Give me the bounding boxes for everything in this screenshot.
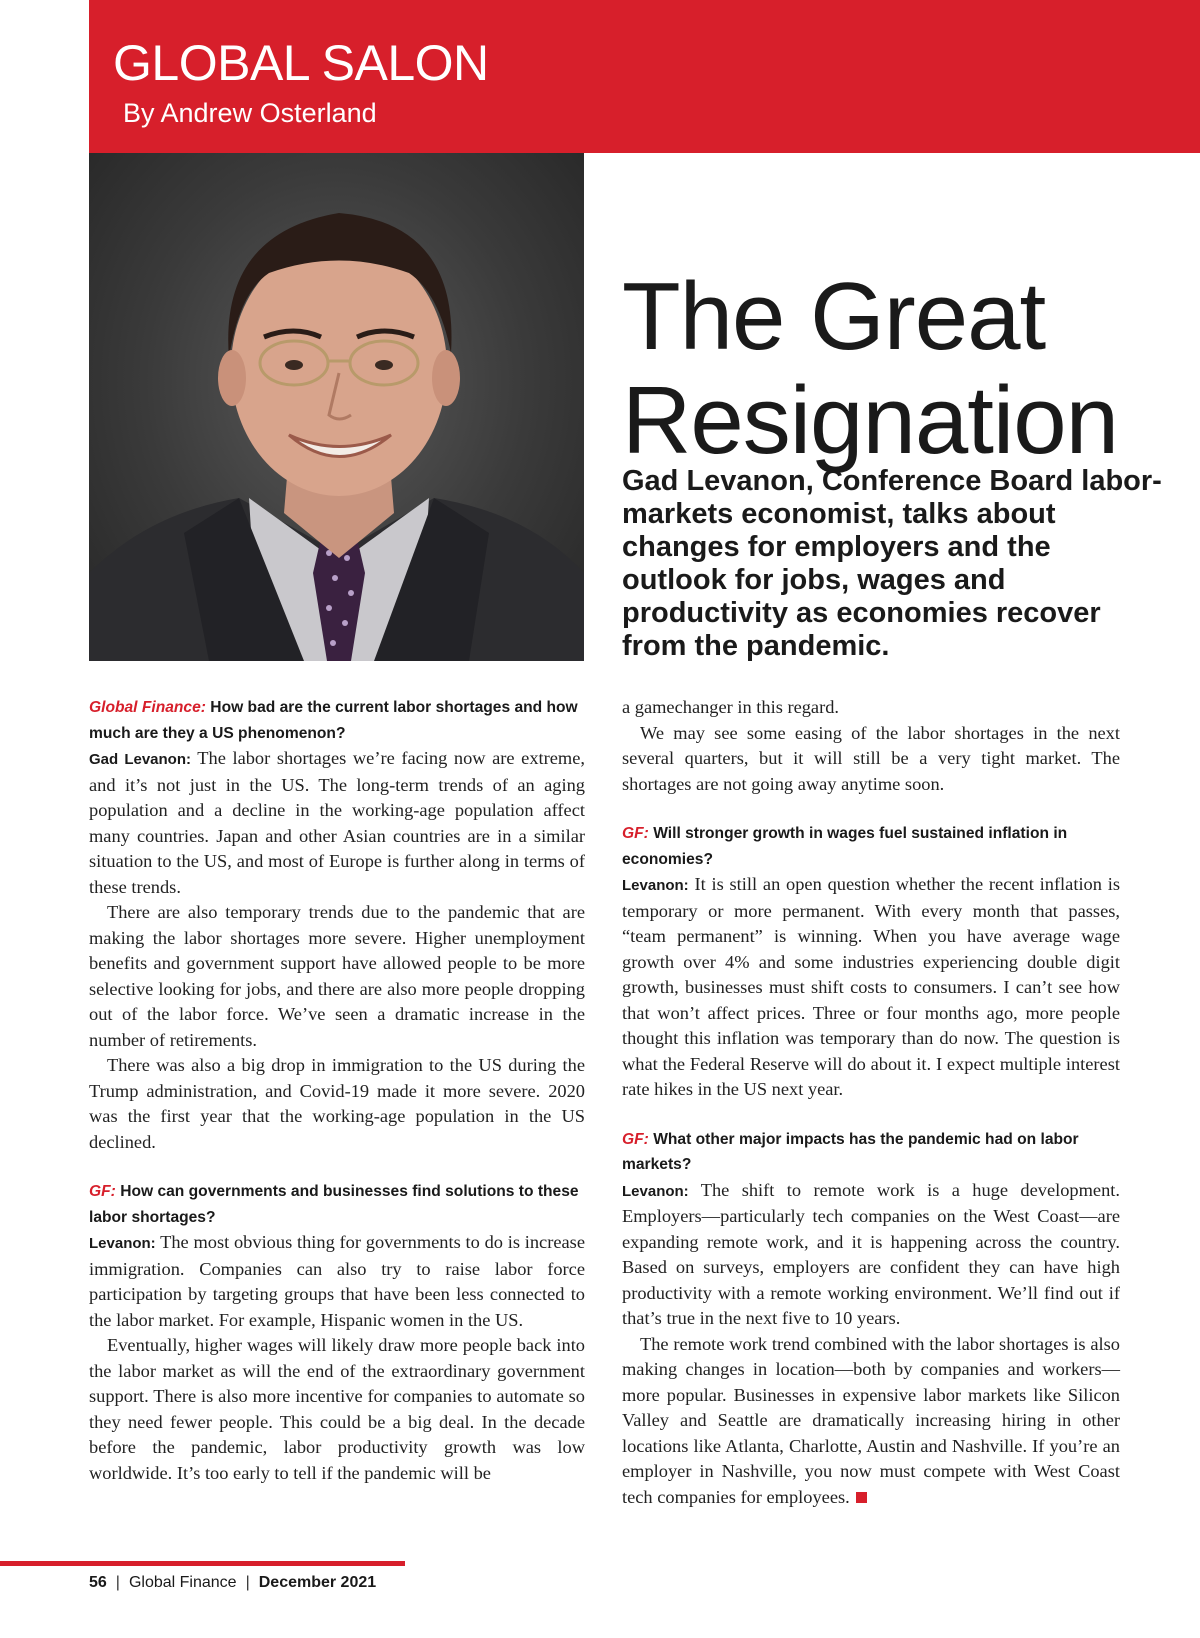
question-2	[89, 1179, 585, 1230]
section-banner	[89, 0, 1200, 153]
page-number: 56	[89, 1574, 107, 1591]
speaker-label: Levanon:	[622, 877, 689, 894]
portrait-illustration	[89, 153, 584, 661]
footer-separator: |	[115, 1574, 120, 1591]
page-footer	[89, 1574, 376, 1592]
question-4	[622, 1127, 1120, 1178]
headline	[622, 265, 1118, 473]
answer-text: The most obvious thing for governments to do is increase immigration. Companies can also try to raise labor force participation by targeting groups that have been less connected to the labor market. For example, Hispanic women in the US.	[89, 1232, 585, 1330]
speaker-label: Gad Levanon:	[89, 751, 192, 768]
answer-paragraph: There are also temporary trends due to the pandemic that are making the labor shortages more severe. Higher unemployment benefits and government support have allowed people to be more selective looking for jobs, and there are also more people dropping out of the labor force. We’ve seen a dramatic increase in the number of retirements.	[89, 902, 585, 1050]
question-text: What other major impacts has the pandemic had on labor markets?	[622, 1130, 1079, 1173]
headline-line-2: Resignation	[622, 367, 1118, 474]
question-label: GF:	[622, 1130, 649, 1148]
answer-paragraph	[622, 1178, 1120, 1332]
answer-paragraph	[89, 746, 585, 900]
answer-paragraph	[89, 1230, 585, 1333]
answer-paragraph: There was also a big drop in immigration to the US during the Trump administration, and Covid-19 made it more severe. 2020 was the first year that the working-age population in the US declined.	[89, 1055, 585, 1152]
question-1	[89, 695, 585, 746]
section-title: GLOBAL SALON	[113, 35, 489, 91]
question-label: GF:	[89, 1183, 116, 1200]
speaker-label: Levanon:	[622, 1182, 689, 1200]
portrait-photo	[89, 153, 584, 661]
footer-rule	[0, 1561, 405, 1566]
headline-line-1: The Great	[622, 263, 1046, 370]
answer-paragraph: a gamechanger in this regard.	[622, 697, 840, 717]
end-of-article-icon	[856, 1492, 867, 1503]
publication-name: Global Finance	[128, 1574, 237, 1591]
issue-date: December 2021	[258, 1574, 377, 1591]
answer-text: The remote work trend combined with the labor shortages is also making changes in location—both by companies and workers—more popular. Businesses in expensive labor markets like Silicon Valley and Seattle are dramatically increasing hiring in other locations like Atlanta, Charlotte, Austin and Nashville. If you’re an employer in Nashville, you now must compete with West Coast tech companies for employees.	[622, 1333, 1120, 1507]
article-column-right	[622, 695, 1120, 1510]
article-deck: Gad Levanon, Conference Board labor-markets economist, talks about changes for employers and the outlook for jobs, wages and productivity as economies recover from the pandemic.	[622, 465, 1162, 662]
byline: By Andrew Osterland	[123, 98, 377, 128]
answer-paragraph	[622, 1332, 1120, 1511]
answer-text: It is still an open question whether the recent inflation is temporary or more permanent. With every month that passes, “team permanent” is winning. When you have average wage growth over 4% and some industries experiencing double digit growth, businesses must shift costs to consumers. I can’t see how that won’t affect prices. Three or four months ago, more people thought this inflation was temporary than do now. The question is what the Federal Reserve will do about it. I expect multiple interest rate hikes in the US next year.	[622, 874, 1120, 1099]
question-text: How bad are the current labor shortages and how much are they a US phenomenon?	[89, 699, 578, 742]
question-3	[622, 821, 1120, 872]
article-column-left	[89, 695, 585, 1486]
answer-paragraph	[622, 872, 1120, 1103]
question-text: Will stronger growth in wages fuel sustained inflation in economies?	[622, 825, 1068, 868]
question-text: How can governments and businesses find solutions to these labor shortages?	[89, 1183, 579, 1226]
footer-separator: |	[245, 1574, 250, 1591]
answer-text: The shift to remote work is a huge development. Employers—particularly tech companies on the West Coast—are expanding remote work, and it is happening across the country. Based on surveys, employers are confident they can have high productivity with a remote working environment. We’ll find out if that’s true in the next five to 10 years.	[622, 1179, 1120, 1328]
answer-paragraph: We may see some easing of the labor shortages in the next several quarters, but it will still be a very tight market. The shortages are not going away anytime soon.	[622, 722, 1120, 794]
question-label: GF:	[622, 825, 649, 842]
question-label: Global Finance:	[89, 699, 206, 716]
answer-paragraph: Eventually, higher wages will likely draw more people back into the labor market as will the end of the extraordinary government support. There is also more incentive for companies to automate so they need fewer people. This could be a big deal. In the decade before the pandemic, labor productivity growth was low worldwide. It’s too early to tell if the pandemic will be	[89, 1335, 585, 1483]
answer-text: The labor shortages we’re facing now are extreme, and it’s not just in the US. The long-term trends of an aging population and a decline in the working-age population affect many countries. Japan and other Asian countries are in a similar situation to the US, and most of Europe is further along in terms of these trends.	[89, 748, 585, 897]
speaker-label: Levanon:	[89, 1235, 156, 1252]
